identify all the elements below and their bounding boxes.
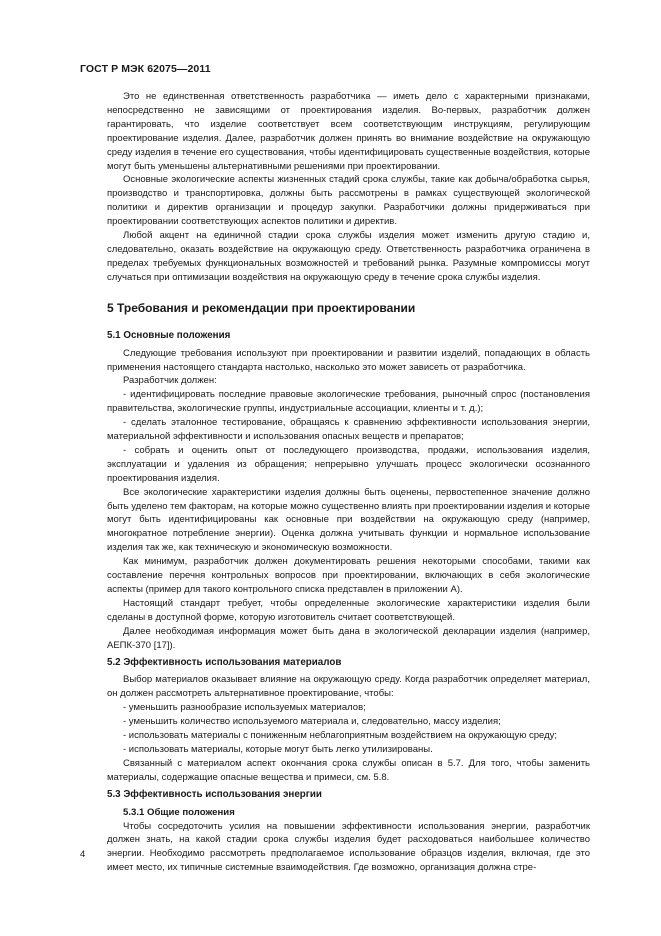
section-5-3-1-heading: 5.3.1 Общие положения <box>123 806 235 818</box>
section-5-2-heading: 5.2 Эффективность использования материалов <box>107 656 342 668</box>
paragraph: Выбор материалов оказывает влияние на окружающую среду. Когда разработчик определяет материал, он должен рассмотреть альтернативное проектирование, чтобы: <box>107 674 590 700</box>
section-5-1-heading: 5.1 Основные положения <box>107 329 231 341</box>
intro-paragraph: Основные экологические аспекты жизненных стадий срока службы, такие как добыча/обработка сырья, производство и транспортировка, должны быть рассмотрены в рамках существующей экологической политики и директив организации и процедур закупки. Разработчики должны придерживаться при проектировании соответствующих аспектов политики и директив. <box>107 174 590 228</box>
section-5-3-heading: 5.3 Эффективность использования энергии <box>107 788 322 800</box>
paragraph: Разработчик должен: <box>123 375 217 387</box>
intro-paragraph: Любой акцент на единичной стадии срока службы изделия может изменить другую стадию и, следовательно, оказать воздействие на окружающую среду. Ответственность разработчика ограничена в пределах требуемых функциональных возможностей и требований рынка. Разумные компромиссы могут случаться при оптимизации воздействия на окружающую среду в течение срока службы изделия. <box>107 230 590 283</box>
list-item: - использовать материалы с пониженным неблагоприятным воздействием на окружающую среду; <box>123 730 558 742</box>
list-item: - идентифицировать последние правовые экологические требования, рыночный спрос (постановления правительства, экологические группы, индустриальные ассоциации, клиенты и т. д.); <box>107 389 590 415</box>
page-number: 4 <box>80 849 86 860</box>
paragraph: Связанный с материалом аспект окончания срока службы описан в 5.7. Для того, чтобы заменить материалы, содержащие опасные вещества и примеси, см. 5.8. <box>107 757 590 783</box>
paragraph: Как минимум, разработчик должен документировать решения некоторыми способами, такими как составление перечня контрольных вопросов при проектировании, включающих в себя экологические аспекты (пример для такого контрольного списка представлен в приложении А). <box>107 556 590 595</box>
section-5-heading: 5 Требования и рекомендации при проектировании <box>107 300 416 315</box>
list-item: - уменьшить разнообразие используемых материалов; <box>123 702 366 714</box>
paragraph: Настоящий стандарт требует, чтобы определенные экологические характеристики изделия были сделаны в доступной форме, которую изготовитель считает соответствующей. <box>107 597 590 623</box>
intro-paragraph: Это не единственная ответственность разработчика — иметь дело с характерными признаками, непосредственно не зависящими от проектирования изделия. Во-первых, разработчик должен гарантировать, что изделие соответствует всем соответствующим инструкциям, регулирующим проектирование изделия. Далее, разработчик должен принять во внимание воздействие на окружающую среду изделия в течение его существования, чтобы идентифицировать существенные воздействия, которые могут быть уменьшены альтернативными решениями при проектировании. <box>107 91 590 172</box>
paragraph: Чтобы сосредоточить усилия на повышении эффективности использования энергии, разработчик должен знать, на какой стадии срока службы изделия будет расходоваться наибольшее количество энергии. Необходимо рассмотреть предполагаемое использование образцов изделия, включая, где это имеет место, их типичные системные взаимодействия. Где возможно, организация должна стре- <box>107 820 590 874</box>
list-item: - сделать эталонное тестирование, обращаясь к сравнению эффективности использования энергии, материальной эффективности и использования опасных веществ и препаратов; <box>107 417 590 443</box>
document-header: ГОСТ Р МЭК 62075—2011 <box>80 63 211 75</box>
document-body <box>107 90 590 875</box>
paragraph: Далее необходимая информация может быть дана в экологической декларации изделия (например, АЕПК-370 [17]). <box>107 625 590 651</box>
list-item: - собрать и оценить опыт от последующего производства, продажи, использования изделия, эксплуатации и удаления из обращения; непрерывно улучшать процесс экологически осознанного проектирования изделия. <box>107 444 590 484</box>
paragraph: Следующие требования используют при проектировании и развитии изделий, попадающих в область применения настоящего стандарта настолько, насколько это может зависеть от разработчика. <box>107 347 590 373</box>
list-item: - уменьшить количество используемого материала и, следовательно, массу изделия; <box>123 716 501 728</box>
paragraph: Все экологические характеристики изделия должны быть оценены, первостепенное значение должно быть уделено тем факторам, на которые можно существенно влиять при проектировании изделия и которые могут быть идентифицированы как основные при воздействии на окружающую среду (например, многократное потребление энергии). Оценка должна учитывать функции и нормальное использование изделия так же, как техническую и экономическую возможности. <box>107 486 590 554</box>
list-item: - использовать материалы, которые могут быть легко утилизированы. <box>123 743 433 755</box>
